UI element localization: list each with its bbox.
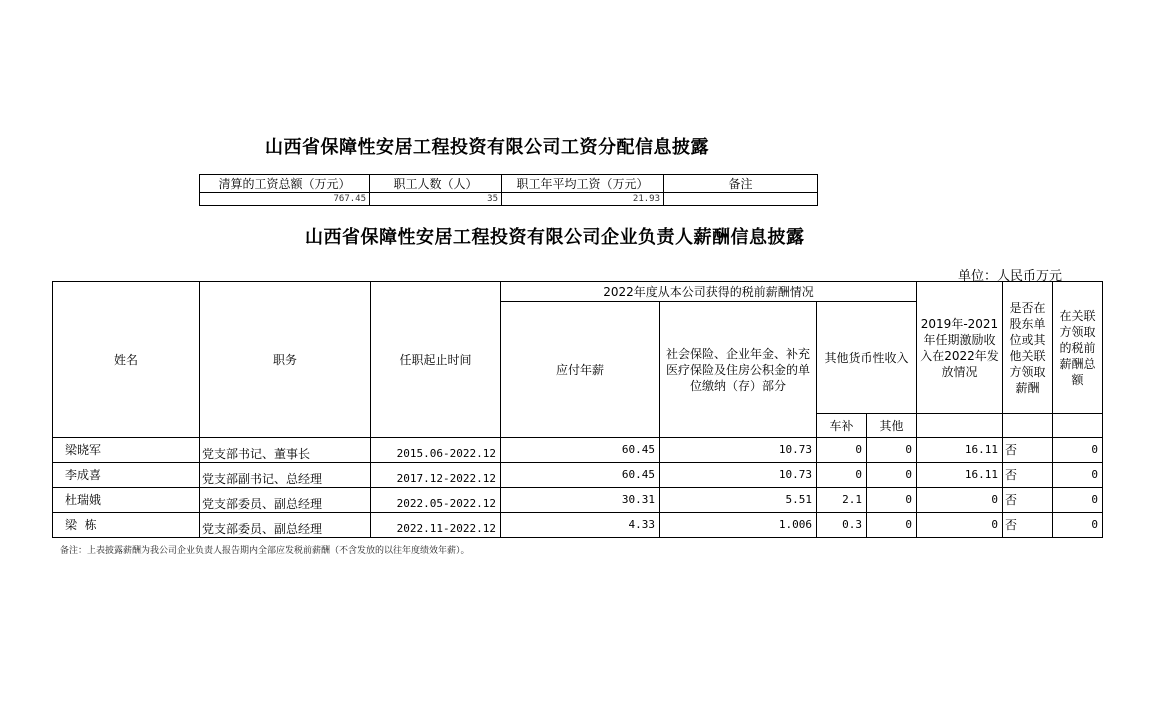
wage-header-remark: 备注	[664, 175, 818, 193]
header-name: 姓名	[53, 282, 200, 438]
footnote: 备注：上表披露薪酬为我公司企业负责人报告期内全部应发税前薪酬（不含发放的以往年度绩效年薪）。	[60, 546, 470, 556]
wage-remark-value	[664, 193, 818, 206]
row-incentive: 16.11	[917, 438, 1003, 463]
row-shareholder: 否	[1003, 513, 1053, 538]
row-name: 李成喜	[65, 468, 102, 482]
row-salary: 60.45	[501, 438, 660, 463]
header-incentive-blank	[917, 414, 1003, 438]
row-incentive: 16.11	[917, 463, 1003, 488]
row-car: 0	[817, 438, 867, 463]
row-related: 0	[1053, 438, 1103, 463]
table-row	[53, 463, 1103, 488]
row-car: 2.1	[817, 488, 867, 513]
executive-pay-table	[52, 281, 1103, 538]
header-social: 社会保险、企业年金、补充医疗保险及住房公积金的单位缴纳（存）部分	[660, 302, 817, 438]
row-term: 2022.05-2022.12	[371, 488, 501, 513]
header-related-blank	[1053, 414, 1103, 438]
pay-disclosure-title: 山西省保障性安居工程投资有限公司企业负责人薪酬信息披露	[305, 227, 805, 248]
wage-summary-table	[199, 174, 818, 206]
row-position: 党支部书记、董事长	[200, 438, 371, 463]
wage-header-total: 清算的工资总额（万元）	[200, 175, 370, 193]
wage-header-headcount: 职工人数（人）	[370, 175, 502, 193]
header-position: 职务	[200, 282, 371, 438]
row-related: 0	[1053, 513, 1103, 538]
row-related: 0	[1053, 488, 1103, 513]
wage-header-row	[200, 175, 818, 193]
unit-label: 单位：人民币万元	[958, 269, 1063, 284]
row-salary: 4.33	[501, 513, 660, 538]
row-other: 0	[867, 463, 917, 488]
table-row	[53, 488, 1103, 513]
row-other: 0	[867, 513, 917, 538]
header-shareholder-blank	[1003, 414, 1053, 438]
row-social: 1.006	[660, 513, 817, 538]
row-position: 党支部副书记、总经理	[200, 463, 371, 488]
pay-header-row-1	[53, 282, 1103, 302]
row-incentive: 0	[917, 513, 1003, 538]
wage-average-value: 21.93	[502, 193, 664, 206]
wage-total-value: 767.45	[200, 193, 370, 206]
row-car: 0.3	[817, 513, 867, 538]
row-shareholder: 否	[1003, 438, 1053, 463]
row-shareholder: 否	[1003, 488, 1053, 513]
header-salary: 应付年薪	[501, 302, 660, 438]
table-row	[53, 513, 1103, 538]
row-social: 5.51	[660, 488, 817, 513]
row-name: 梁 栋	[65, 518, 97, 532]
row-other: 0	[867, 438, 917, 463]
wage-disclosure-title: 山西省保障性安居工程投资有限公司工资分配信息披露	[265, 137, 709, 158]
row-term: 2015.06-2022.12	[371, 438, 501, 463]
row-shareholder: 否	[1003, 463, 1053, 488]
row-other: 0	[867, 488, 917, 513]
row-term: 2017.12-2022.12	[371, 463, 501, 488]
row-salary: 60.45	[501, 463, 660, 488]
header-term: 任职起止时间	[371, 282, 501, 438]
row-related: 0	[1053, 463, 1103, 488]
header-incentive: 2019年-2021年任期激励收入在2022年发放情况	[917, 282, 1003, 414]
row-salary: 30.31	[501, 488, 660, 513]
header-shareholder: 是否在股东单位或其他关联方领取薪酬	[1003, 282, 1053, 414]
row-position: 党支部委员、副总经理	[200, 488, 371, 513]
row-name: 杜瑞娥	[65, 493, 102, 507]
header-other: 其他	[867, 414, 917, 438]
wage-header-average: 职工年平均工资（万元）	[502, 175, 664, 193]
table-row	[53, 438, 1103, 463]
row-car: 0	[817, 463, 867, 488]
header-pay-group: 2022年度从本公司获得的税前薪酬情况	[501, 282, 917, 302]
row-term: 2022.11-2022.12	[371, 513, 501, 538]
wage-value-row	[200, 193, 818, 206]
wage-headcount-value: 35	[370, 193, 502, 206]
header-other-cash: 其他货币性收入	[817, 302, 917, 414]
row-incentive: 0	[917, 488, 1003, 513]
header-related-total: 在关联方领取的税前薪酬总额	[1053, 282, 1103, 414]
row-social: 10.73	[660, 438, 817, 463]
header-car: 车补	[817, 414, 867, 438]
row-position: 党支部委员、副总经理	[200, 513, 371, 538]
row-social: 10.73	[660, 463, 817, 488]
row-name: 梁晓军	[65, 443, 102, 457]
